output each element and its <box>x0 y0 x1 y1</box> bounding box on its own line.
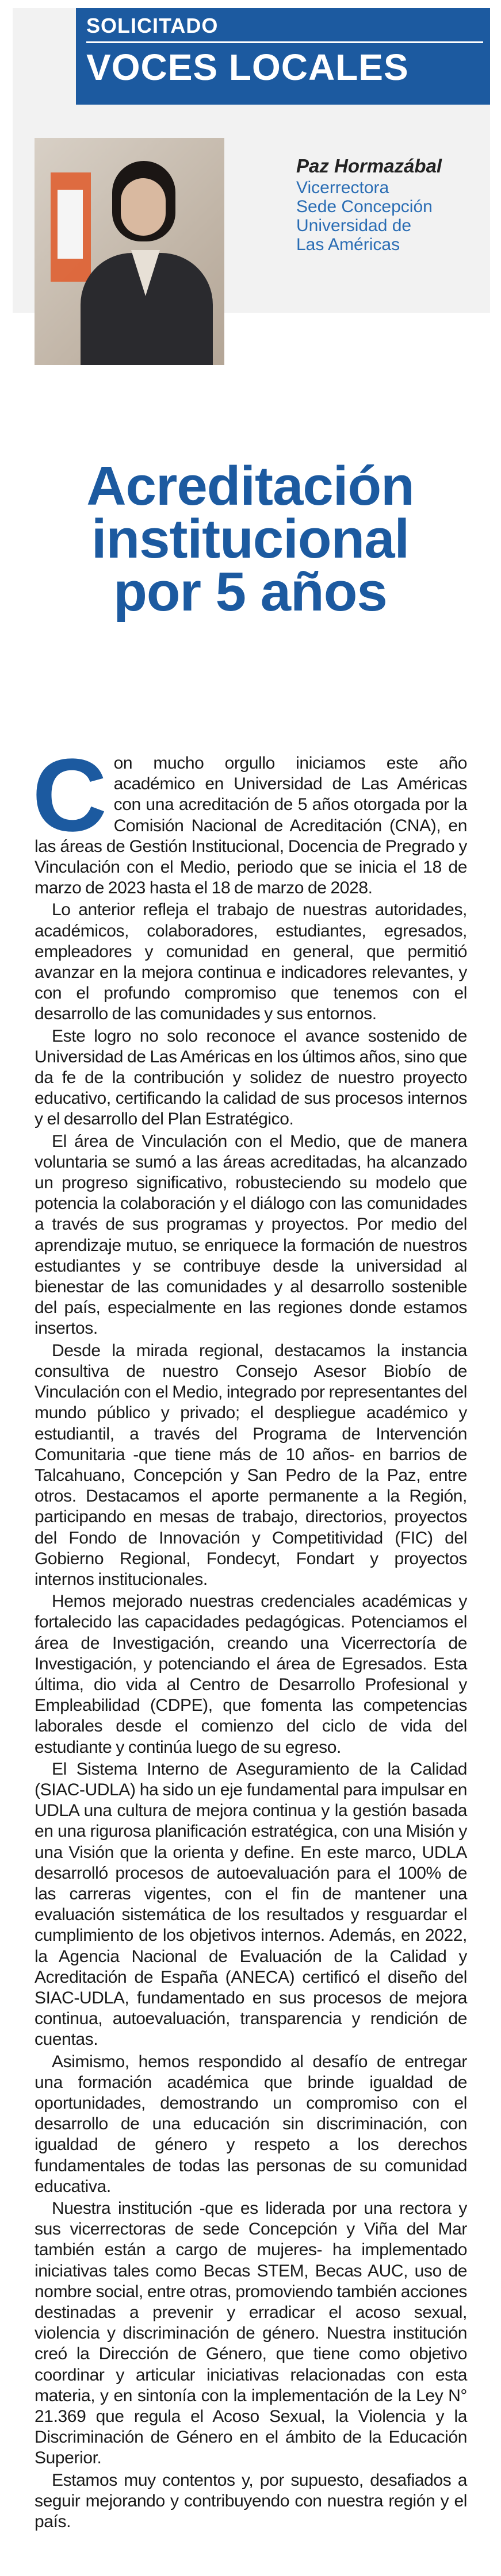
banner-divider <box>86 41 483 43</box>
article-paragraph: Desde la mirada regional, destacamos la instancia consultiva de nuestro Consejo Asesor Biobío de Vinculación con el Medio, integrado por representantes del mundo público y privado; el despliegue académico y estudiantil, a través del Programa de Intervención Comunitaria -que tiene más de 10 años- en barrios de Talcahuano, Concepción y San Pedro de la Paz, entre otros. Destacamos el aporte permanente a la Región, participando en mesas de trabajo, directorios, proyectos del Fondo de Innovación y Competitividad (FIC) del Gobierno Regional, Fondecyt, Fondart y proyectos internos institucionales. <box>35 1341 467 1589</box>
drop-cap: C <box>32 738 107 853</box>
headline-line: por 5 años <box>113 561 387 623</box>
author-role-line: Las Américas <box>296 235 400 254</box>
section-tag: SOLICITADO <box>86 14 219 37</box>
paragraph-text: on mucho orgullo iniciamos este año académico en Universidad de Las Américas con una acreditación de 5 años otorgada por la Comisión Nacional de Acreditación (CNA), en las áreas de Gestión Institucional, Docencia de Pregrado y Vinculación con el Medio, periodo que se inicia el 18 de marzo de 2023 hasta el 18 de marzo de 2028. <box>35 754 467 898</box>
author-role <box>296 178 469 254</box>
photo-background-number <box>58 190 83 259</box>
article-paragraph <box>32 738 467 899</box>
article-paragraph: Nuestra institución -que es liderada por una rectora y sus vicerrectoras de sede Concepción y Viña del Mar también están a cargo de mujeres- ha implementado iniciativas tales como Becas STEM, Becas AUC, uso de nombre social, entre otras, promoviendo también acciones destinadas a prevenir y erradicar el acoso sexual, violencia y discriminación de género. Nuestra institución creó la Dirección de Género, que tiene como objetivo coordinar y articular iniciativas relacionadas con esta materia, y en sintonía con la implementación de la Ley N° 21.369 que regula el Acoso Sexual, la Violencia y la Discriminación de Género en el ámbito de la Educación Superior. <box>35 2199 467 2468</box>
author-role-line: Universidad de <box>296 216 412 235</box>
headline <box>35 455 466 623</box>
section-title: VOCES LOCALES <box>86 47 409 88</box>
article-paragraph: Este logro no solo reconoce el avance sostenido de Universidad de Las Américas en los últimos años, sino que da fe de la contribución y solidez de nuestro proyecto educativo, certificando la calidad de sus procesos internos y el desarrollo del Plan Estratégico. <box>35 1026 467 1129</box>
headline-line: institucional <box>91 508 410 570</box>
headline-line: Acreditación <box>86 455 414 517</box>
article-paragraph: Asimismo, hemos respondido al desafío de entregar una formación académica que brinde igualdad de oportunidades, demostrando un compromiso con el desarrollo de una educación sin discriminación, con igualdad de género y respeto a los derechos fundamentales de todas las personas de su comunidad educativa. <box>35 2052 467 2196</box>
author-name: Paz Hormazábal <box>296 155 442 176</box>
article-paragraph: Estamos muy contentos y, por supuesto, desafiados a seguir mejorando y contribuyendo con nuestra región y el país. <box>35 2470 467 2532</box>
article-paragraph: El área de Vinculación con el Medio, que de manera voluntaria se sumó a las áreas acreditadas, ha alcanzado un progreso significativo, robusteciendo su modelo que potencia la colaboración y el diálogo con las comunidades a través de sus programas y proyectos. Por medio del aprendizaje mutuo, se enriquece la formación de nuestros estudiantes y se contribuye desde la universidad al bienestar de las comunidades y al desarrollo sostenible del país, especialmente en las regiones donde estamos insertos. <box>35 1131 467 1338</box>
photo-face <box>121 178 166 236</box>
article-paragraph: Hemos mejorado nuestras credenciales académicas y fortalecido las capacidades pedagógicas. Potenciamos el área de Investigación, creando una Vicerrectoría de Investigación, y potenciando el área de Egresados. Esta última, dio vida al Centro de Desarrollo Profesional y Empleabilidad (CDPE), que fomenta las competencias laborales desde el comienzo del ciclo de vida del estudiante y continúa luego de su egreso. <box>35 1592 467 1757</box>
article-paragraph: Lo anterior refleja el trabajo de nuestras autoridades, académicos, colaboradores, estudiantes, egresados, empleadores y comunidad en general, que permitió avanzar en la mejora continua e indicadores relevantes, y con el profundo compromiso que tenemos con el desarrollo de las comunidades y sus entornos. <box>35 900 467 1024</box>
article-body <box>32 738 467 2533</box>
article-paragraph: El Sistema Interno de Aseguramiento de la Calidad (SIAC-UDLA) ha sido un eje fundamental para impulsar en UDLA una cultura de mejora continua y la gestión basada en una rigurosa planificación estratégica, con una Misión y una Visión que la orienta y define. En este marco, UDLA desarrolló procesos de autoevaluación para el 100% de las carreras vigentes, con el fin de mantener una evaluación sistemática de los resultados y resguardar el cumplimiento de los objetivos internos. Además, en 2022, la Agencia Nacional de Evaluación de la Calidad y Acreditación de España (ANECA) certificó el diseño del SIAC-UDLA, fundamentado en sus procesos de mejora continua, autoevaluación, transparencia y rendición de cuentas. <box>35 1759 467 2049</box>
author-role-line: Vicerrectora <box>296 178 389 197</box>
author-role-line: Sede Concepción <box>296 197 433 216</box>
author-photo <box>35 138 224 365</box>
